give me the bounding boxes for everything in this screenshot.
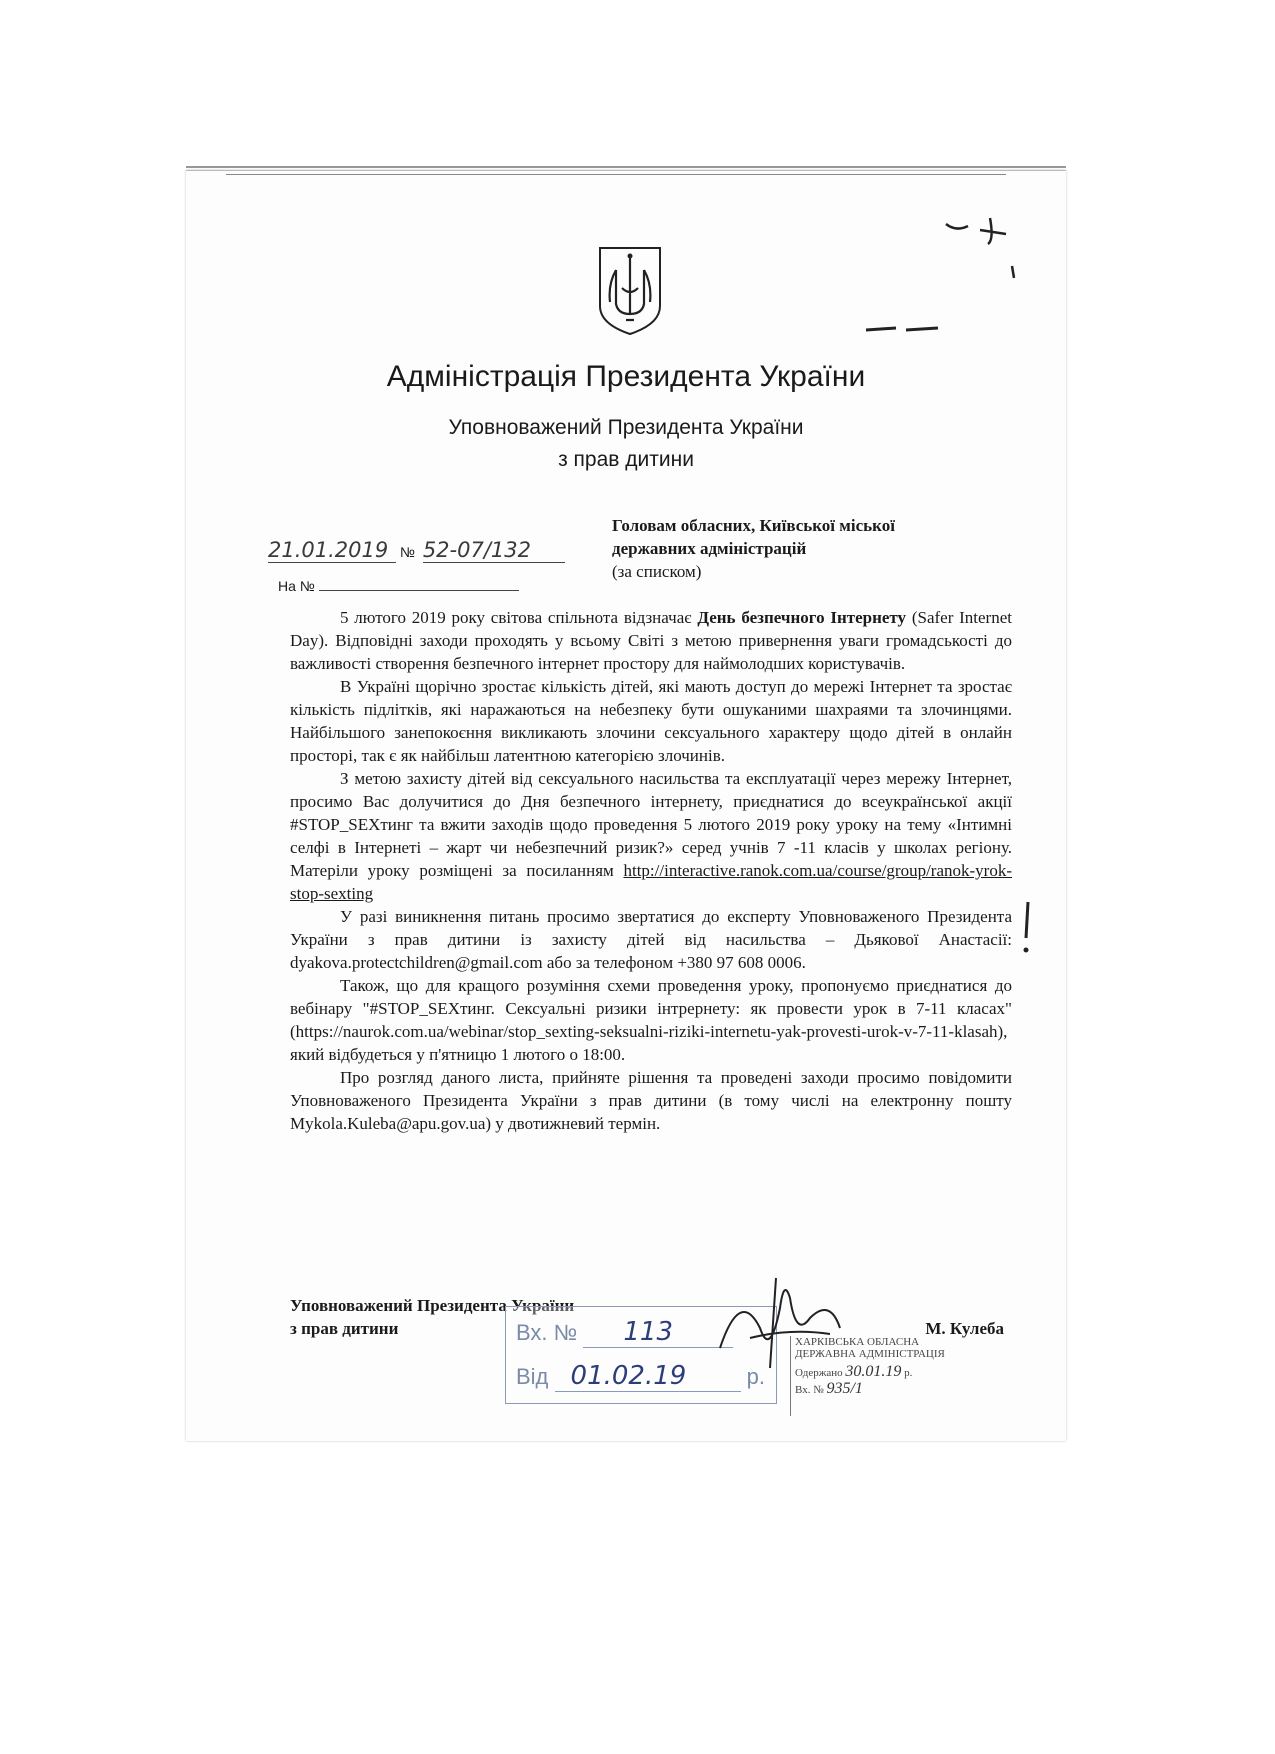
addressee-line1: Головам обласних, Київської міської (612, 516, 895, 535)
p1-text: 5 лютого 2019 року світова спільнота відзначає (340, 608, 698, 627)
lesson-link[interactable]: http://interactive.ranok.com.ua/course/group/ranok-yrok-stop-sexting (290, 861, 1012, 903)
ref-number: 52-07/132 (423, 538, 565, 563)
addressee-line2: державних адміністрацій (612, 539, 807, 558)
dept-title-line2: з прав дитини (558, 448, 694, 471)
page-edge-line-2 (226, 174, 1006, 175)
org-title: Адміністрація Президента України (386, 360, 866, 393)
paragraph-1 (290, 606, 1012, 675)
reference-line (268, 538, 565, 563)
vh-number: 113 (623, 1317, 674, 1347)
signatory-name: М. Кулеба (925, 1319, 1004, 1338)
p1-text-end: (Safer Internet Day). Відповідні заходи проходять у всьому Світі з метою привернення уваги громадськості до важливості створення безпечного інтернет простору для наймолодших користувачів. (290, 608, 1012, 673)
signatory-title-line1: Уповноважений Президента України (290, 1296, 575, 1315)
handwritten-exclamation-icon (1016, 898, 1040, 958)
signatory-title-line2: з прав дитини (290, 1319, 399, 1338)
oda-line2: ДЕРЖАВНА АДМІНІСТРАЦІЯ (795, 1348, 945, 1360)
letter-body (290, 606, 1012, 1135)
paragraph-3 (290, 767, 1012, 905)
addressee (612, 514, 1032, 583)
ref-date: 21.01.2019 (268, 538, 396, 563)
addressee-line3: (за списком) (612, 562, 702, 581)
oda-received-label: Одержано (795, 1367, 843, 1379)
page-edge-line (186, 166, 1066, 168)
p1-bold: День безпечного Інтернету (697, 608, 907, 627)
vid-date: 01.02.19 (570, 1361, 687, 1391)
dept-title-line1: Уповноважений Президента України (448, 416, 804, 439)
na-blank (319, 578, 519, 591)
oda-no-value: 935/1 (826, 1380, 863, 1397)
oda-line1: ХАРКІВСЬКА ОБЛАСНА (795, 1336, 920, 1348)
na-line (278, 578, 519, 594)
paragraph-2: В Україні щорічно зростає кількість дітей, які мають доступ до мережі Інтернет та зростає кількість підлітків, які наражаються на небезпеку бути ошуканими шахраями та злочинцями. Найбільшого занепокоєння викликають злочини сексуального характеру щодо дітей в онлайн просторі, так є як найбільш латентною категорією злочинів. (290, 677, 1012, 765)
handwritten-mark-icon (940, 210, 1030, 290)
na-label: На № (278, 578, 315, 594)
dept-title (186, 412, 1066, 476)
vid-label: Від (516, 1364, 549, 1389)
oda-r-label: р. (904, 1367, 913, 1379)
vh-label: Вх. № (516, 1320, 578, 1345)
paragraph-4: У разі виникнення питань просимо звертатися до експерту Уповноваженого Президента України з прав дитини із захисту дітей від насильства – Дьякової Анастасії: dyakova.protectchildren@gmail.com або за телефоном +380 97 608 0006. (290, 907, 1012, 972)
trident-coat-of-arms-icon (596, 244, 664, 336)
vid-r-label: р. (746, 1364, 766, 1389)
handwritten-dash-icon (862, 318, 942, 338)
ref-no-label: № (399, 544, 415, 560)
p3-text: З метою захисту дітей від сексуального насильства та експлуатації через мережу Інтернет, просимо Вас долучитися до Дня безпечного інтернету, приєднатися до всеукраїнської акції #STOP_SEXтинг та вжити заходів щодо проведення 5 лютого 2019 року уроку на тему «Інтимні селфі в Інтернеті – жарт чи небезпечний ризик?» серед учнів 7 -11 класів у школах регіону. Матеріли уроку розміщені за посиланням (290, 769, 1012, 880)
paragraph-5: Також, що для кращого розуміння схеми проведення уроку, пропонуємо приєднатися до вебінару "#STOP_SEXтинг. Сексуальні ризики інтрернету: як провести урок в 7-11 класах" (https://naurok.com.ua/webinar/stop_sexting-seksualni-riziki-internetu-yak-provesti-urok-v-7-11-klasah), який відбудеться у п'ятницю 1 лютого о 18:00. (290, 976, 1012, 1064)
oda-no-label: Вх. № (795, 1384, 824, 1396)
oda-received-date: 30.01.19 (845, 1363, 902, 1380)
oda-stamp (790, 1336, 973, 1416)
paragraph-6: Про розгляд даного листа, прийняте рішення та проведені заходи просимо повідомити Уповноваженого Президента України з прав дитини (в тому числі на електронну пошту Mykola.Kuleba@apu.gov.ua) у двотижневий термін. (290, 1068, 1012, 1133)
